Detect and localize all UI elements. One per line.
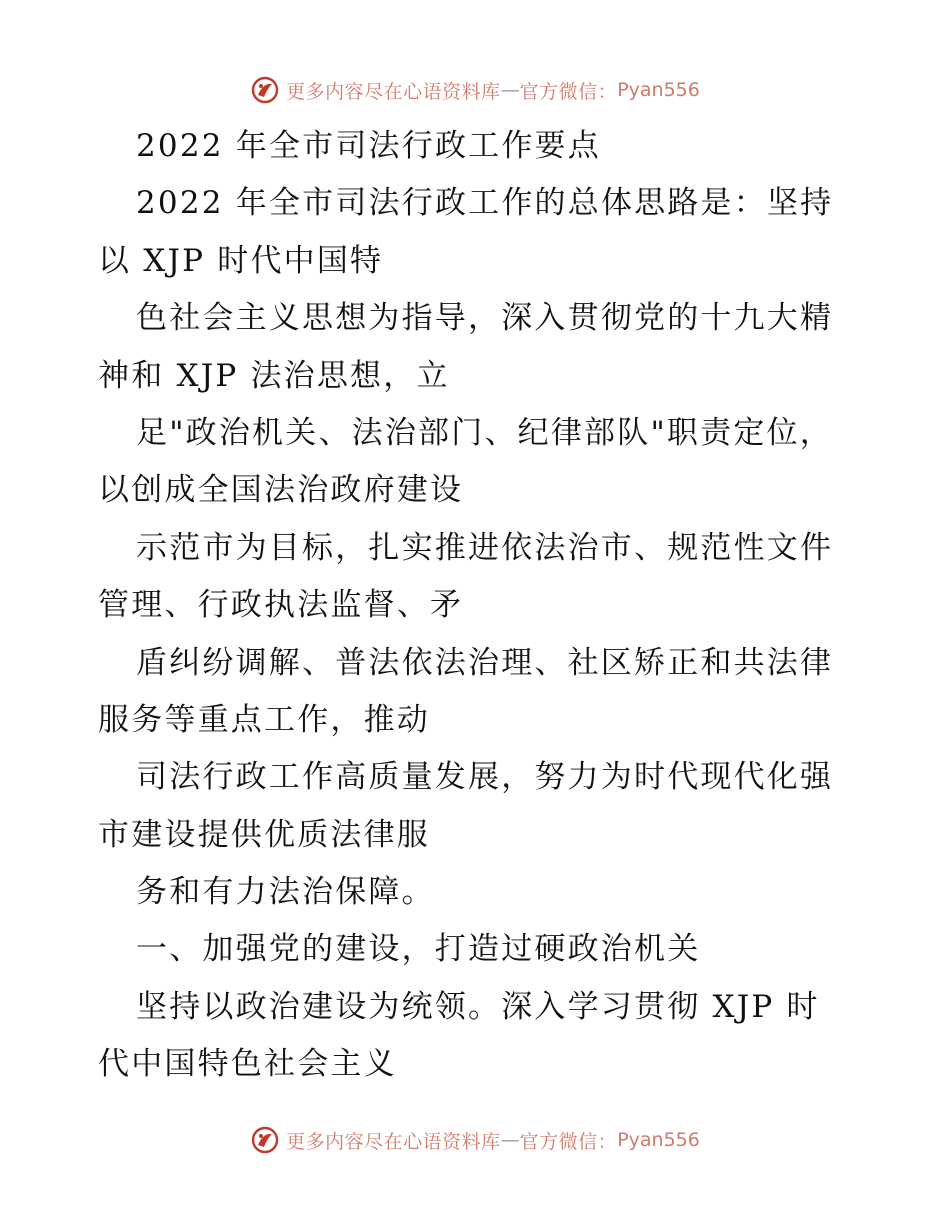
text-line: 坚持以政治建设为统领。深入学习贯彻 XJP 时 xyxy=(136,988,820,1025)
text-line: 以创成全国法治政府建设 xyxy=(98,472,464,509)
text-line: 示范市为目标，扎实推进依法治市、规范性文件 xyxy=(136,529,834,566)
document-body xyxy=(98,118,858,1094)
text-line: 管理、行政执法监督、矛 xyxy=(98,587,464,624)
text-line: 司法行政工作高质量发展，努力为时代现代化强 xyxy=(136,759,834,796)
text-line: 足"政治机关、法治部门、纪律部队"职责定位， xyxy=(136,414,833,451)
watermark-label: 官方微信： xyxy=(519,1130,618,1153)
brand-logo-icon xyxy=(250,1125,280,1155)
watermark-separator: — xyxy=(500,79,520,101)
text-line: 一、加强党的建设，打造过硬政治机关 xyxy=(136,931,701,968)
watermark-brand: 更多内容尽在心语资料库 xyxy=(286,80,501,103)
footer-watermark xyxy=(0,1120,950,1160)
text-line: 以 XJP 时代中国特 xyxy=(98,242,384,279)
brand-logo-icon xyxy=(250,75,280,105)
watermark-contact: Pyan556 xyxy=(617,1129,700,1151)
text-line: 2022 年全市司法行政工作的总体思路是：坚持 xyxy=(136,185,834,222)
watermark-brand: 更多内容尽在心语资料库 xyxy=(286,1130,501,1153)
text-line: 市建设提供优质法律服 xyxy=(98,816,430,853)
text-line: 2022 年全市司法行政工作要点 xyxy=(136,128,601,164)
text-line: 盾纠纷调解、普法依法治理、社区矫正和共法律 xyxy=(136,644,834,681)
header-watermark xyxy=(0,70,950,110)
text-line: 服务等重点工作，推动 xyxy=(98,701,430,738)
watermark-contact: Pyan556 xyxy=(617,79,700,101)
text-line: 色社会主义思想为指导，深入贯彻党的十九大精 xyxy=(136,300,834,337)
watermark-label: 官方微信： xyxy=(519,80,618,103)
watermark-separator: — xyxy=(500,1129,520,1151)
text-line: 神和 XJP 法治思想，立 xyxy=(98,357,450,394)
text-line: 代中国特色社会主义 xyxy=(98,1046,397,1083)
text-line: 务和有力法治保障。 xyxy=(136,874,435,911)
